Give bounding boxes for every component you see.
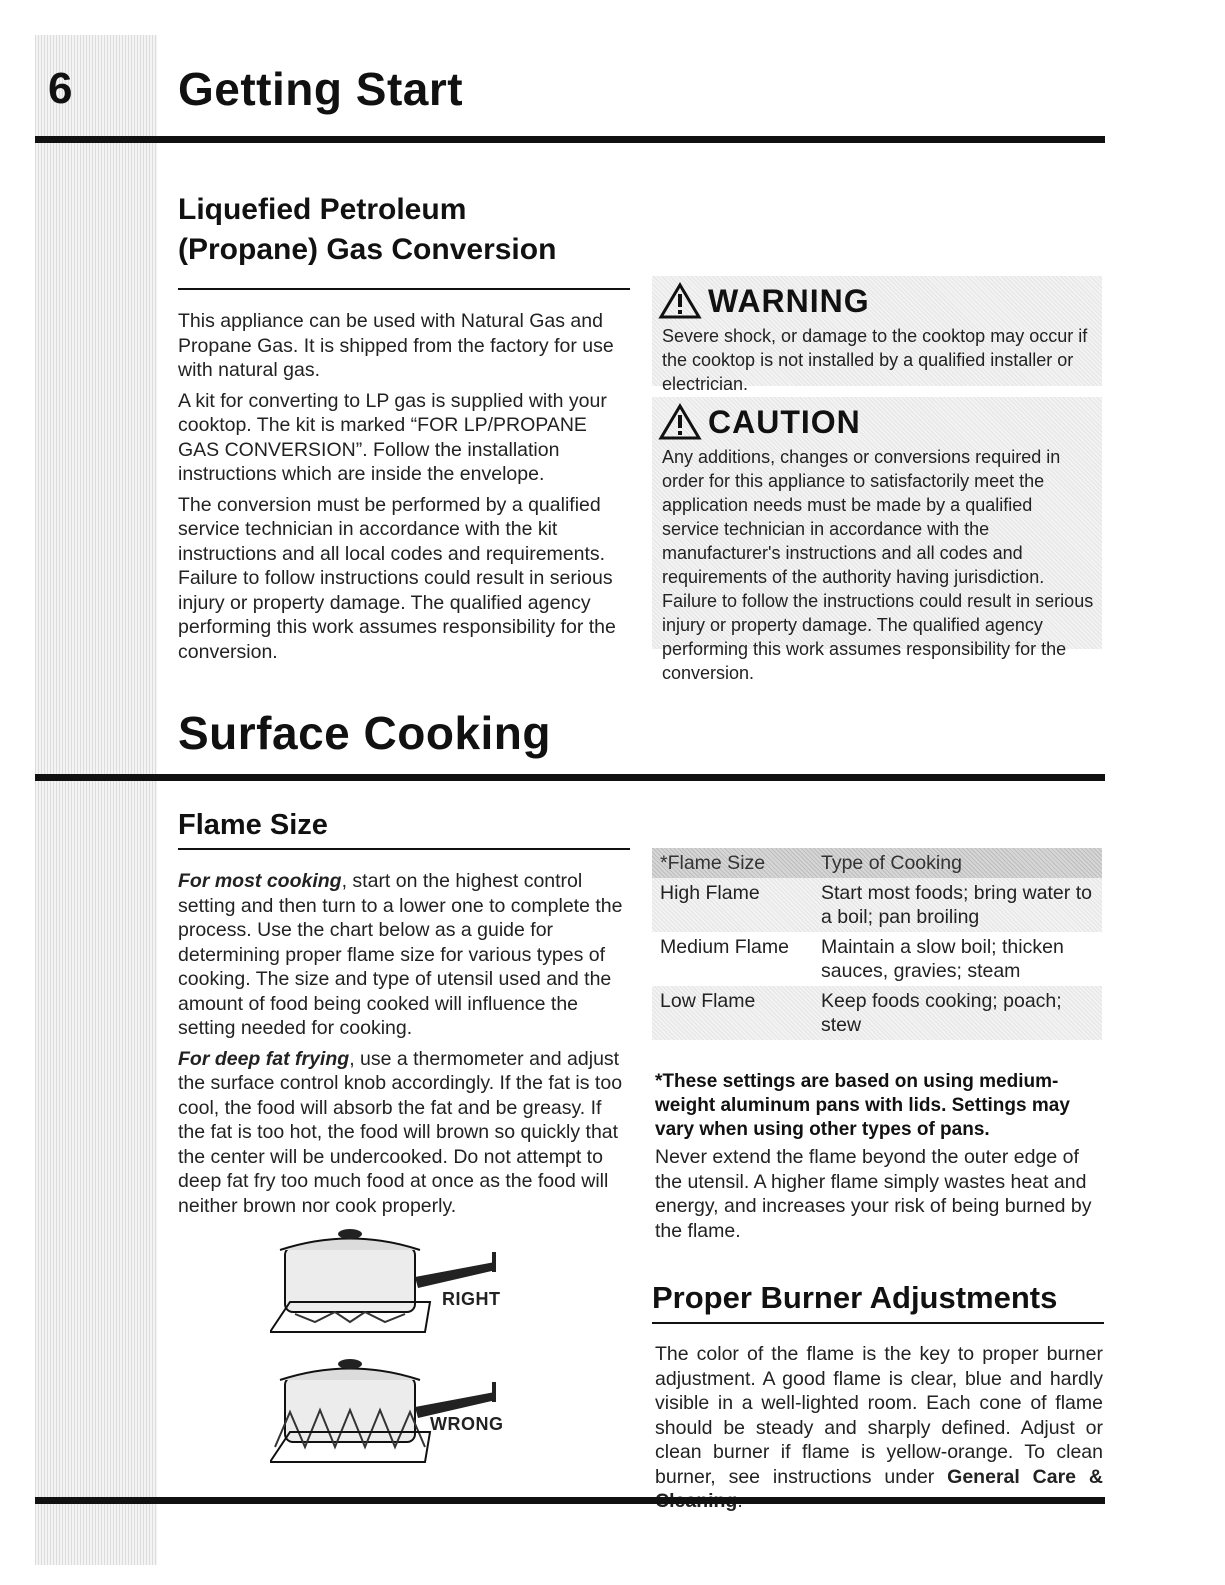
table-row [652,986,1102,1040]
caution-title [652,397,1102,445]
row-cooking-type: Maintain a slow boil; thicken sauces, gravies; steam [821,936,1064,982]
right-label: RIGHT [442,1289,501,1309]
left-margin-band [35,35,157,1565]
wrong-label: WRONG [430,1414,504,1434]
warning-box [652,276,1102,394]
caution-box [652,397,1102,683]
care-cleaning-reference: General Care & [947,1465,1103,1488]
table-row [652,878,1102,932]
row-flame-size: Low Flame [660,990,756,1012]
warning-triangle-icon [658,282,702,320]
deep-fat-paragraph [178,1047,630,1219]
lp-heading-line1: Liquefied Petroleum [178,193,467,226]
caution-triangle-icon [658,403,702,441]
burner-body [655,1342,1103,1514]
row-flame-size: High Flame [660,882,760,904]
deep-fat-text: , use a thermometer and adjust the surface control knob accordingly. If the fat is too cool, the food will absorb the fat and be greasy. If the fat is too hot, the food will brown so quickly that the center will be undercooked. Do not attempt to deep fat fry too much food at once as the food will neither brown nor cook properly. [178,1047,623,1217]
flame-size-heading: Flame Size [178,809,328,841]
table-header-flame-size: *Flame Size [660,852,766,874]
deep-fat-lead: For deep fat frying [178,1047,350,1070]
footer-divider [35,1497,1105,1504]
page-title: Getting Start [178,63,464,115]
burner-heading-rule [652,1322,1104,1324]
most-cooking-lead: For most cooking [178,870,342,892]
lp-paragraph: The conversion must be performed by a qualified service technician in accordance with the kit instructions and all local codes and requirements. Failure to follow instructions could result in serious injury or property damage. The qualified agency performing this work assumes responsibility for the conversion. [178,493,616,663]
flame-size-table [652,848,1102,1040]
lp-heading [178,190,556,270]
header-divider [35,136,1105,143]
burner-heading: Proper Burner Adjustments [652,1280,1058,1315]
surface-cooking-title: Surface Cooking [178,707,552,759]
lp-heading-line2: (Propane) Gas Conversion [178,233,557,266]
caution-text: Any additions, changes or conversions required in order for this appliance to satisfactorily meet the application needs must be made by a qualified service technician in accordance with the manufacturer's instructions and all codes and requirements of the authority having jurisdiction. Failure to follow the instructions could result in serious injury or property damage. The qualified agency performing this work assumes responsibility for the conversion. [662,447,1094,683]
flame-size-body [178,869,630,1224]
lp-body [178,309,626,670]
page-number: 6 [48,64,73,113]
caution-title-text: CAUTION [708,403,861,440]
warning-title-text: WARNING [708,282,870,319]
row-cooking-type: Keep foods cooking; poach; stew [821,990,1062,1036]
row-cooking-type: Start most foods; bring water to a boil; pan broiling [821,882,1092,928]
table-header-row [652,848,1102,878]
warning-title [652,276,1102,324]
lp-heading-rule [178,288,630,290]
flame-size-rule [178,848,630,850]
lp-paragraph: This appliance can be used with Natural Gas and Propane Gas. It is shipped from the factory for use with natural gas. [178,310,614,381]
lp-paragraph: A kit for converting to LP gas is supplied with your cooktop. The kit is marked “FOR LP/PROPANE GAS CONVERSION”. Follow the installation instructions which are inside the envelope. [178,389,607,485]
burner-text: The color of the flame is the key to proper burner adjustment. A good flame is clear, blue and hardly visible in a well-lighted room. Each cone of flame should be steady and sharply defined. Adjust or clean burner if flame is yellow-orange. To clean burner, see instructions under [655,1343,1103,1488]
surface-divider [35,774,1105,781]
wrong-flame-pan-illustration [270,1352,510,1472]
table-header-type: Type of Cooking [821,852,962,874]
table-row [652,932,1102,986]
warning-text: Severe shock, or damage to the cooktop may occur if the cooktop is not installed by a qualified installer or electrician. [662,326,1088,394]
never-extend-text: Never extend the flame beyond the outer edge of the utensil. A higher flame simply wastes heat and energy, and increases your risk of being burned by the flame. [655,1146,1092,1242]
flame-settings-note: *These settings are based on using medium-weight aluminum pans with lids. Settings may vary when using other types of pans. [655,1071,1070,1140]
row-flame-size: Medium Flame [660,936,789,958]
right-flame-pan-illustration [270,1222,510,1342]
most-cooking-text: , start on the highest control setting and then turn to a lower one to complete the process. Use the chart below as a guide for determining proper flame size for various types of cooking. The size and type of utensil used and the amount of food being cooked will influence the setting needed for cooking. [178,870,623,1039]
most-cooking-paragraph [178,869,630,1041]
